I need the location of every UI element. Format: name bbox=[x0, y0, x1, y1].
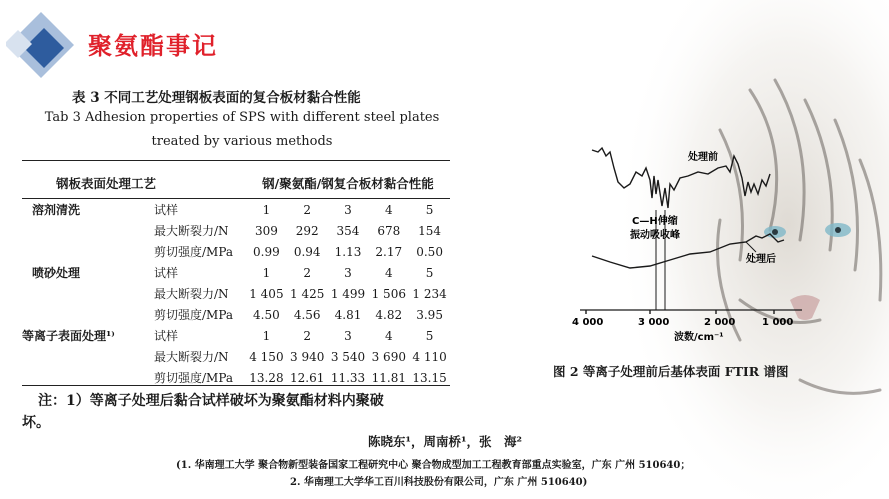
table-cell: 4.81 bbox=[334, 307, 362, 322]
table-header-row bbox=[22, 167, 450, 199]
table-cell: 0.50 bbox=[416, 244, 443, 259]
x-tick-label: 1 000 bbox=[762, 317, 794, 328]
table-caption-chinese: 表 3 不同工艺处理钢板表面的复合板材黏合性能 bbox=[72, 90, 361, 106]
table-cell: 4 bbox=[384, 328, 393, 343]
metric-label: 试样 bbox=[154, 203, 179, 217]
x-tick-label: 4 000 bbox=[572, 317, 604, 328]
table-cell: 4 110 bbox=[412, 349, 447, 364]
table-cell: 2 bbox=[303, 328, 312, 343]
table-row bbox=[22, 241, 450, 262]
table-cell: 0.99 bbox=[253, 244, 280, 259]
table-cell: 1 bbox=[262, 202, 271, 217]
table-cell: 4.82 bbox=[375, 307, 403, 322]
table-caption-english-line1: Tab 3 Adhesion properties of SPS with different steel plates bbox=[44, 110, 440, 125]
table-cell: 3 540 bbox=[330, 349, 366, 364]
group-label: 溶剂清洗 bbox=[32, 203, 81, 217]
table-cell: 2 bbox=[303, 265, 312, 280]
table-cell: 3 bbox=[344, 202, 352, 217]
spectrum-before-line bbox=[592, 148, 770, 208]
metric-label: 剪切强度/MPa bbox=[154, 371, 234, 385]
table-row bbox=[22, 367, 450, 388]
table-cell: 309 bbox=[254, 223, 278, 238]
table-cell: 13.15 bbox=[412, 370, 447, 385]
metric-label: 剪切强度/MPa bbox=[154, 245, 234, 259]
group-label: 喷砂处理 bbox=[32, 266, 81, 280]
table-cell: 1 234 bbox=[412, 286, 447, 301]
metric-label: 试样 bbox=[154, 266, 179, 280]
table-note-line2: 坏。 bbox=[22, 415, 50, 431]
table-cell: 4.50 bbox=[253, 307, 280, 322]
figure-caption: 图 2 等离子处理前后基体表面 FTIR 谱图 bbox=[553, 364, 789, 379]
table-row bbox=[22, 304, 450, 325]
table-cell: 3.95 bbox=[416, 307, 443, 322]
table-cell: 154 bbox=[418, 223, 442, 238]
metric-label: 最大断裂力/N bbox=[154, 350, 229, 364]
x-tick-label: 2 000 bbox=[704, 317, 736, 328]
page-title: 聚氨酯事记 bbox=[88, 32, 218, 60]
table-cell: 354 bbox=[336, 223, 360, 238]
table-row bbox=[22, 346, 450, 367]
metric-label: 最大断裂力/N bbox=[154, 287, 229, 301]
label-after-treatment: 处理后 bbox=[746, 254, 776, 265]
table-row bbox=[22, 262, 450, 283]
table-top-rule bbox=[22, 160, 450, 161]
table-caption-english-line2: treated by various methods bbox=[151, 134, 333, 149]
table-cell: 5 bbox=[425, 328, 434, 343]
table-cell: 678 bbox=[377, 223, 401, 238]
label-before-treatment: 处理前 bbox=[688, 152, 718, 163]
logo-diamond-icon bbox=[6, 10, 76, 80]
x-tick-label: 3 000 bbox=[638, 317, 670, 328]
affiliation-line1: (1. 华南理工大学 聚合物新型装备国家工程研究中心 聚合物成型加工工程教育部重点实验室，广东 广州 510640； bbox=[176, 460, 691, 471]
group-label: 等离子表面处理¹⁾ bbox=[22, 329, 115, 343]
table-cell: 3 bbox=[344, 265, 352, 280]
table-cell: 3 690 bbox=[371, 349, 406, 364]
table-cell: 1.13 bbox=[334, 244, 362, 259]
table-cell: 13.28 bbox=[249, 370, 284, 385]
table-cell: 4 150 bbox=[249, 349, 284, 364]
table-cell: 1 425 bbox=[290, 286, 325, 301]
table-cell: 2.17 bbox=[375, 244, 403, 259]
table-cell: 11.81 bbox=[371, 370, 406, 385]
adhesion-table bbox=[22, 167, 450, 388]
table-cell: 1 bbox=[262, 265, 271, 280]
author-list: 陈晓东¹，周南桥¹，张 海² bbox=[368, 434, 522, 449]
table-cell: 3 940 bbox=[290, 349, 325, 364]
table-row bbox=[22, 199, 450, 220]
table-cell: 4 bbox=[384, 265, 393, 280]
table-cell: 5 bbox=[425, 202, 434, 217]
table-cell: 1 499 bbox=[330, 286, 366, 301]
table-cell: 1 bbox=[262, 328, 271, 343]
metric-label: 剪切强度/MPa bbox=[154, 308, 234, 322]
affiliation-line2: 2. 华南理工大学华工百川科技股份有限公司，广东 广州 510640) bbox=[290, 477, 588, 488]
table-cell: 4 bbox=[384, 202, 393, 217]
table-row bbox=[22, 325, 450, 346]
metric-label: 最大断裂力/N bbox=[154, 224, 229, 238]
table-cell: 292 bbox=[295, 223, 319, 238]
table-cell: 1 506 bbox=[371, 286, 406, 301]
table-cell: 12.61 bbox=[290, 370, 325, 385]
metric-label: 试样 bbox=[154, 329, 179, 343]
ftir-spectrum-figure bbox=[570, 138, 810, 350]
table-cell: 2 bbox=[303, 202, 312, 217]
table-row bbox=[22, 283, 450, 304]
table-cell: 1 405 bbox=[249, 286, 284, 301]
table-cell: 3 bbox=[344, 328, 352, 343]
column-header-method: 钢板表面处理工艺 bbox=[56, 176, 157, 191]
table-cell: 5 bbox=[425, 265, 434, 280]
table-cell: 11.33 bbox=[330, 370, 366, 385]
annotation-absorption-peak: 振动吸收峰 bbox=[630, 230, 680, 241]
x-axis-label: 波数/cm⁻¹ bbox=[674, 332, 724, 343]
table-cell: 4.56 bbox=[293, 307, 321, 322]
annotation-ch-stretch: C—H伸缩 bbox=[632, 216, 678, 227]
table-note-line1: 注：1）等离子处理后黏合试样破坏为聚氨酯材料内聚破 bbox=[38, 393, 384, 409]
column-header-property: 钢/聚氨酯/钢复合板材黏合性能 bbox=[262, 176, 434, 191]
table-row bbox=[22, 220, 450, 241]
table-cell: 0.94 bbox=[293, 244, 321, 259]
